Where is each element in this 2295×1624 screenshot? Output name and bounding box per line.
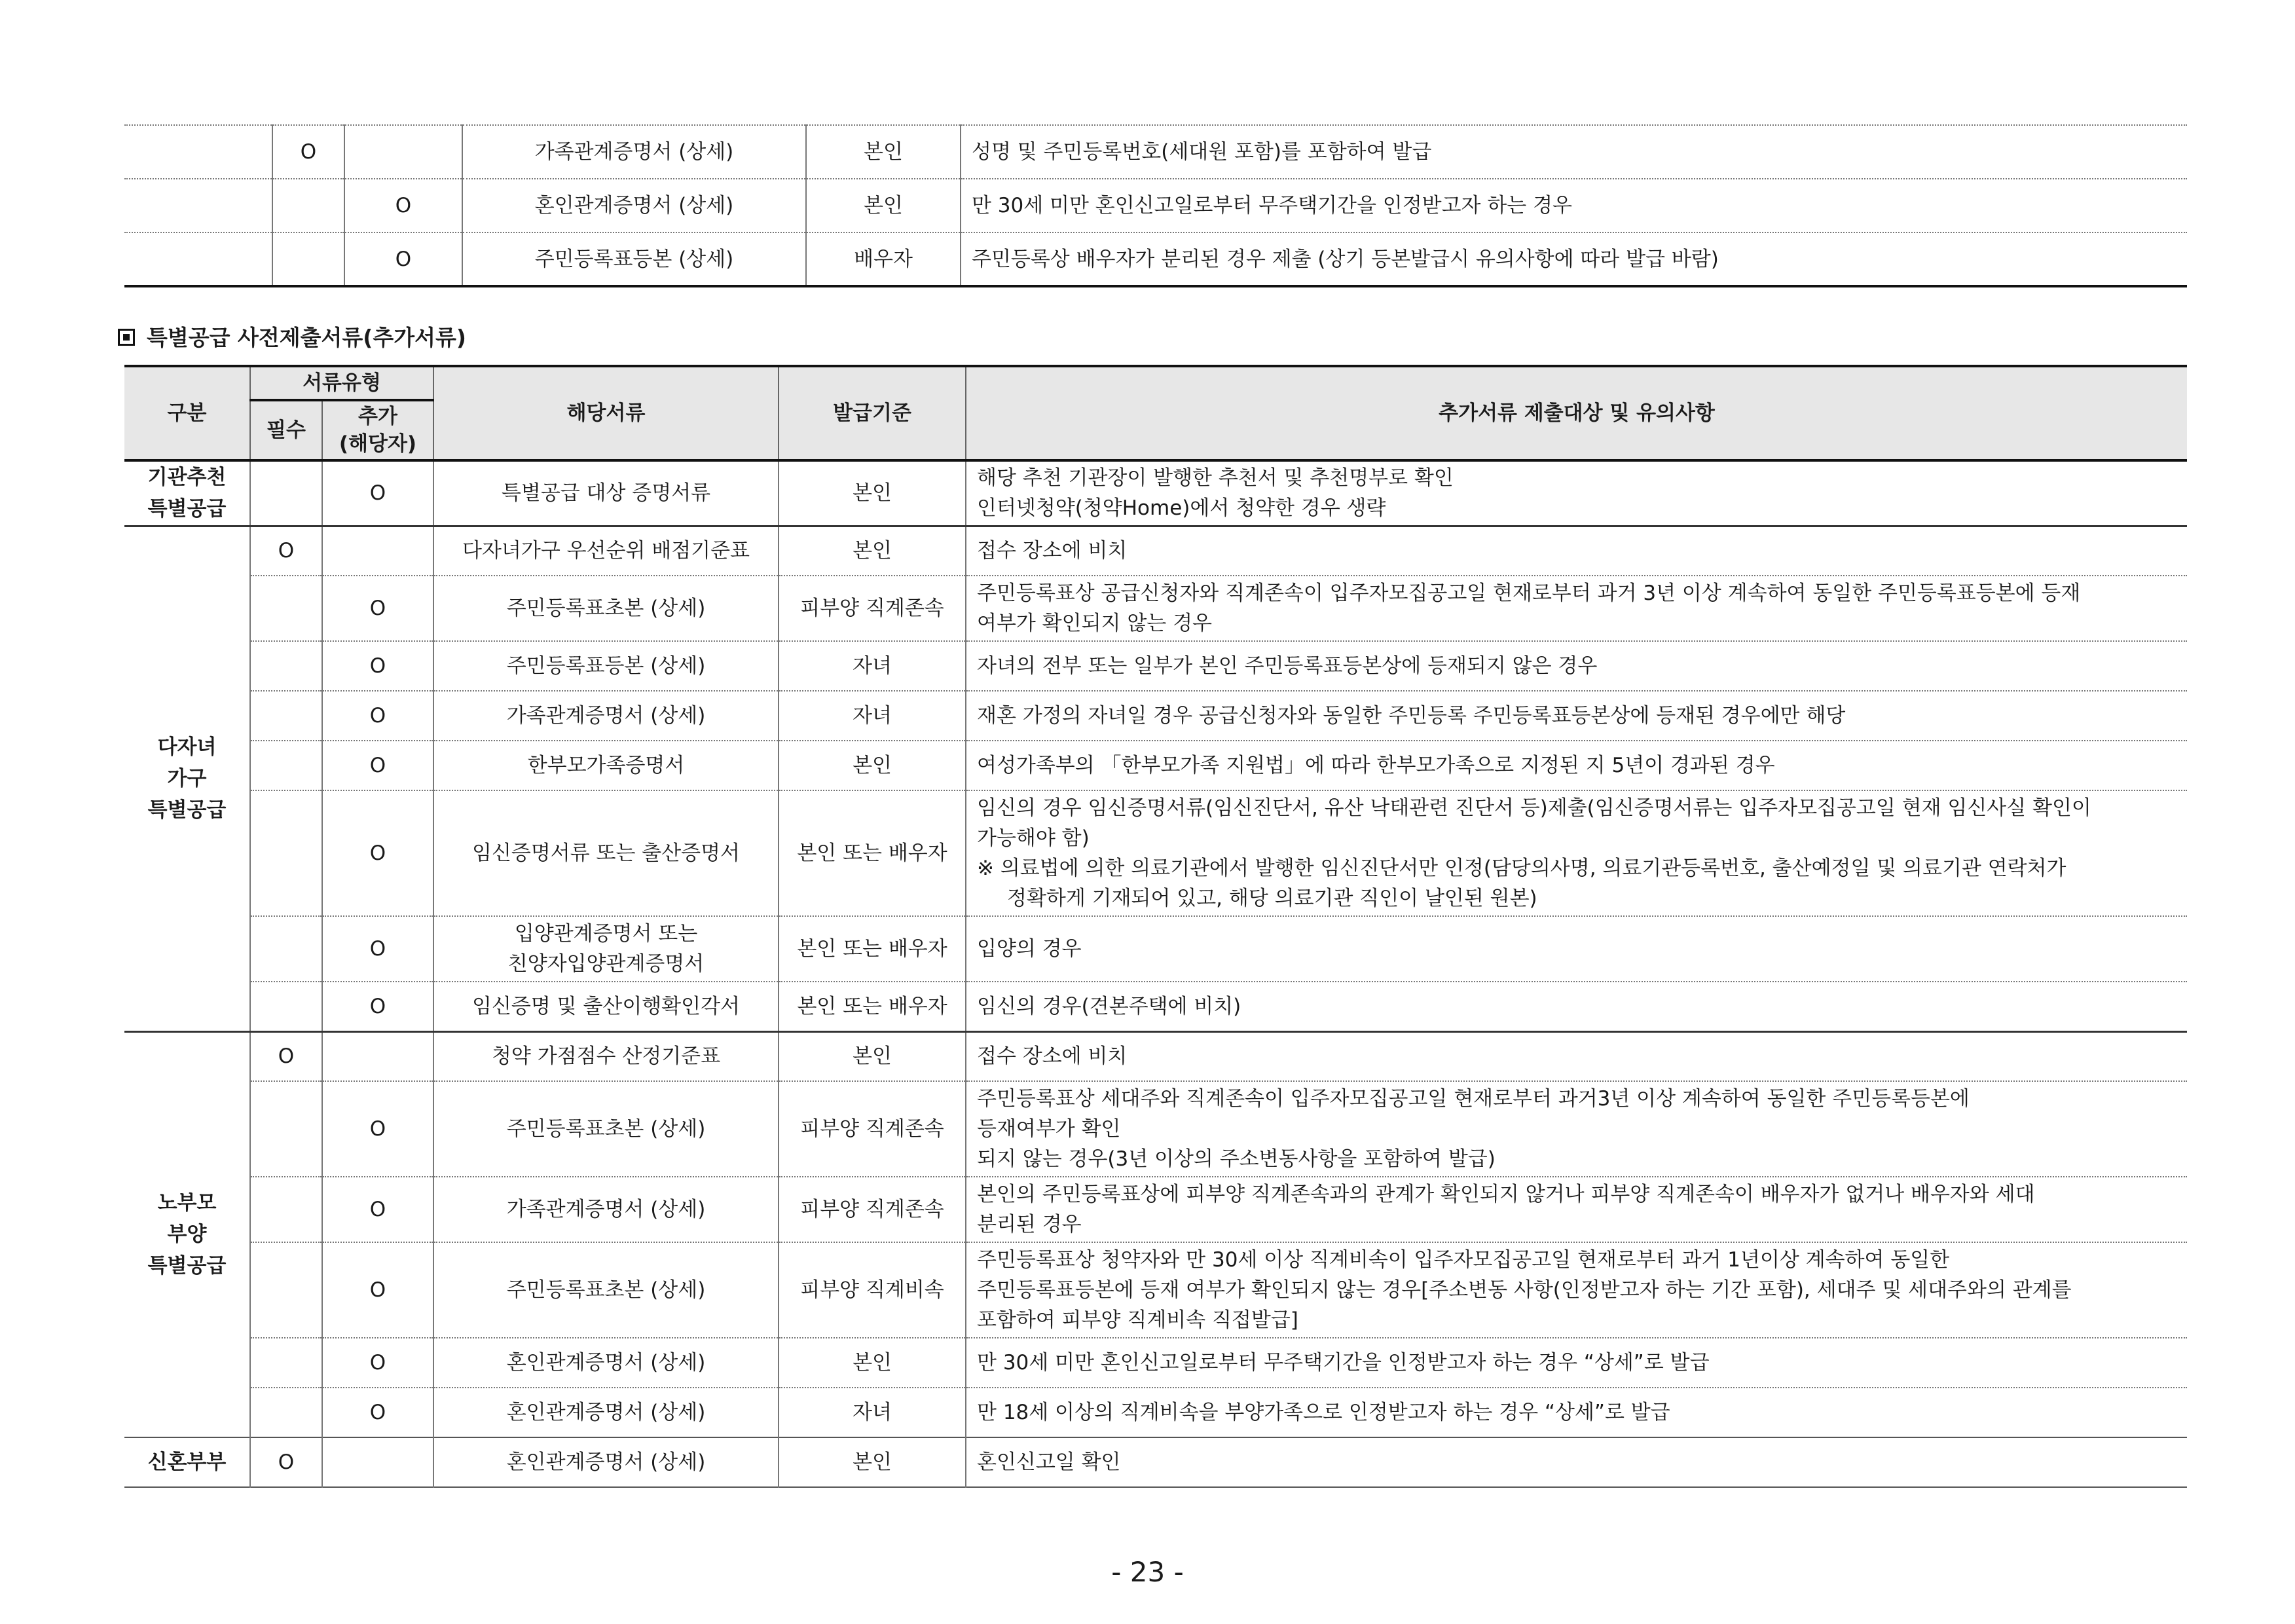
header-standard: 발급기준	[779, 366, 966, 460]
notes-line: 여성가족부의 「한부모가족 지원법」에 따라 한부모가족으로 지정된 지 5년이 경과된 경우	[977, 754, 1775, 777]
notes-line: 접수 장소에 비치	[977, 539, 1128, 563]
required-cell	[250, 691, 322, 741]
standard-cell: 본인	[779, 1437, 966, 1487]
standard-cell: 본인 또는 배우자	[779, 790, 966, 916]
document-cell: 주민등록표등본 (상세)	[462, 232, 806, 286]
document-name: 임신증명서류 또는 출산증명서	[472, 841, 741, 865]
notes-cell	[966, 1242, 2187, 1338]
notes-line: 만 30세 미만 혼인신고일로부터 무주택기간을 인정받고자 하는 경우 “상세”로 발급	[977, 1351, 1710, 1375]
section-heading	[118, 321, 466, 352]
additional-cell: O	[322, 1338, 433, 1388]
document-name: 한부모가족증명서	[527, 754, 685, 777]
table-row	[124, 741, 2187, 790]
standard-cell: 본인	[806, 179, 961, 232]
additional-documents-table	[124, 365, 2187, 1488]
additional-cell: O	[322, 1388, 433, 1437]
notes-line: 가능해야 함)	[977, 826, 1090, 850]
notes-cell	[966, 916, 2187, 982]
header-additional-line2: (해당자)	[339, 432, 417, 456]
additional-cell: O	[322, 641, 433, 691]
notes-line: 혼인신고일 확인	[977, 1450, 1121, 1474]
additional-cell: O	[344, 232, 462, 286]
standard-cell: 본인	[806, 125, 961, 179]
required-cell: O	[272, 125, 344, 179]
document-name: 주민등록표등본 (상세)	[506, 654, 706, 678]
additional-cell	[322, 526, 433, 576]
standard-cell: 본인	[779, 460, 966, 526]
notes-line: 임신의 경우(견본주택에 비치)	[977, 994, 1241, 1018]
notes-line: 주민등록표등본에 등재 여부가 확인되지 않는 경우[주소변동 사항(인정받고자 하는 기간 포함), 세대주 및 세대주와의 관계를	[977, 1278, 2072, 1302]
notes-cell	[966, 1081, 2187, 1177]
notes-line: 등재여부가 확인	[977, 1117, 1121, 1141]
document-cell	[433, 460, 779, 526]
table-row	[124, 1031, 2187, 1081]
standard-cell: 피부양 직계비속	[779, 1242, 966, 1338]
standard-cell: 자녀	[779, 1388, 966, 1437]
category-label: 노부모	[157, 1191, 217, 1215]
document-name: 주민등록표초본 (상세)	[506, 597, 706, 620]
top-table-row	[124, 125, 2187, 179]
additional-cell: O	[322, 1081, 433, 1177]
notes-cell	[966, 982, 2187, 1031]
standard-cell: 자녀	[779, 641, 966, 691]
header-required: 필수	[250, 400, 322, 460]
square-bullet-icon	[118, 329, 135, 346]
document-cell	[433, 1081, 779, 1177]
category-label: 신혼부부	[147, 1450, 227, 1474]
notes-line: 여부가 확인되지 않는 경우	[977, 612, 1212, 635]
table-row	[124, 691, 2187, 741]
top-category-cell	[124, 232, 272, 286]
document-name: 주민등록표초본 (상세)	[506, 1278, 706, 1302]
standard-cell: 피부양 직계존속	[779, 1177, 966, 1242]
category-label: 다자녀	[157, 735, 217, 759]
header-additional-line1: 추가	[358, 405, 397, 428]
additional-cell: O	[322, 576, 433, 641]
required-cell	[272, 232, 344, 286]
standard-cell: 본인 또는 배우자	[779, 916, 966, 982]
notes-cell: 성명 및 주민등록번호(세대원 포함)를 포함하여 발급	[961, 125, 2187, 179]
table-row	[124, 1177, 2187, 1242]
header-notes: 추가서류 제출대상 및 유의사항	[966, 366, 2187, 460]
standard-cell: 배우자	[806, 232, 961, 286]
notes-cell	[966, 1177, 2187, 1242]
notes-line: 해당 추천 기관장이 발행한 추천서 및 추천명부로 확인	[977, 466, 1454, 490]
notes-line: 자녀의 전부 또는 일부가 본인 주민등록표등본상에 등재되지 않은 경우	[977, 654, 1598, 678]
document-name: 혼인관계증명서 (상세)	[506, 1351, 706, 1375]
table-row	[124, 1242, 2187, 1338]
standard-cell: 피부양 직계존속	[779, 576, 966, 641]
top-table-row	[124, 179, 2187, 232]
document-cell	[433, 1031, 779, 1081]
table-row	[124, 1437, 2187, 1487]
table-row	[124, 790, 2187, 916]
notes-line: 되지 않는 경우(3년 이상의 주소변동사항을 포함하여 발급)	[977, 1147, 1496, 1171]
category-cell	[124, 526, 250, 1031]
document-cell	[433, 1242, 779, 1338]
notes-cell	[966, 691, 2187, 741]
category-label: 특별공급	[147, 497, 227, 521]
top-category-cell	[124, 125, 272, 179]
additional-cell: O	[322, 1177, 433, 1242]
notes-line: 만 18세 이상의 직계비속을 부양가족으로 인정받고자 하는 경우 “상세”로 발급	[977, 1401, 1670, 1424]
notes-cell: 만 30세 미만 혼인신고일로부터 무주택기간을 인정받고자 하는 경우	[961, 179, 2187, 232]
notes-line: 입양의 경우	[977, 937, 1082, 961]
required-cell: O	[250, 1031, 322, 1081]
document-name: 다자녀가구 우선순위 배점기준표	[462, 539, 750, 563]
notes-cell	[966, 1388, 2187, 1437]
document-cell	[433, 916, 779, 982]
top-table-row	[124, 232, 2187, 286]
required-cell	[250, 916, 322, 982]
document-cell: 가족관계증명서 (상세)	[462, 125, 806, 179]
standard-cell: 자녀	[779, 691, 966, 741]
standard-cell: 본인 또는 배우자	[779, 982, 966, 1031]
additional-cell	[322, 1031, 433, 1081]
additional-cell: O	[322, 1242, 433, 1338]
required-cell	[250, 641, 322, 691]
additional-cell	[344, 125, 462, 179]
category-cell	[124, 460, 250, 526]
document-name: 주민등록표초본 (상세)	[506, 1117, 706, 1141]
additional-cell: O	[322, 460, 433, 526]
standard-cell: 본인	[779, 526, 966, 576]
table-row	[124, 1081, 2187, 1177]
notes-line: 임신의 경우 임신증명서류(임신진단서, 유산 낙태관련 진단서 등)제출(임신증명서류는 입주자모집공고일 현재 임신사실 확인이	[977, 796, 2091, 820]
required-cell	[250, 1338, 322, 1388]
document-name: 혼인관계증명서 (상세)	[506, 1401, 706, 1424]
category-label: 가구	[167, 767, 207, 790]
standard-cell: 본인	[779, 1031, 966, 1081]
notes-cell	[966, 526, 2187, 576]
document-cell	[433, 1437, 779, 1487]
notes-line: 인터넷청약(청약Home)에서 청약한 경우 생략	[977, 496, 1386, 521]
document-cell	[433, 790, 779, 916]
required-cell	[250, 1388, 322, 1437]
notes-cell	[966, 641, 2187, 691]
notes-cell: 주민등록상 배우자가 분리된 경우 제출 (상기 등본발급시 유의사항에 따라 발급 바람)	[961, 232, 2187, 286]
table-row	[124, 1338, 2187, 1388]
required-cell	[250, 576, 322, 641]
table-row	[124, 1388, 2187, 1437]
table-row	[124, 982, 2187, 1031]
category-label: 기관추천	[147, 466, 227, 490]
notes-cell	[966, 460, 2187, 526]
additional-cell: O	[322, 790, 433, 916]
category-label: 특별공급	[147, 1254, 227, 1278]
notes-line: 분리된 경우	[977, 1213, 1082, 1236]
notes-cell	[966, 790, 2187, 916]
page-number: - 23 -	[1111, 1556, 1184, 1588]
notes-line: 주민등록표상 세대주와 직계존속이 입주자모집공고일 현재로부터 과거3년 이상 계속하여 동일한 주민등록등본에	[977, 1087, 1970, 1111]
required-cell	[272, 179, 344, 232]
notes-line: 본인의 주민등록표상에 피부양 직계존속과의 관계가 확인되지 않거나 피부양 직계존속이 배우자가 없거나 배우자와 세대	[977, 1183, 2035, 1206]
additional-cell: O	[322, 741, 433, 790]
header-doc-type: 서류유형	[250, 366, 433, 400]
notes-cell	[966, 741, 2187, 790]
table-row	[124, 641, 2187, 691]
document-name: 친양자입양관계증명서	[507, 952, 705, 976]
required-cell	[250, 982, 322, 1031]
document-cell	[433, 526, 779, 576]
category-cell	[124, 1437, 250, 1487]
top-continuation-table	[124, 124, 2187, 287]
table-row	[124, 916, 2187, 982]
notes-line: 재혼 가정의 자녀일 경우 공급신청자와 동일한 주민등록 주민등록표등본상에 등재된 경우에만 해당	[977, 704, 1846, 728]
standard-cell: 본인	[779, 1338, 966, 1388]
table-row	[124, 576, 2187, 641]
notes-line: ※ 의료법에 의한 의료기관에서 발행한 임신진단서만 인정(담당의사명, 의료기관등록번호, 출산예정일 및 의료기관 연락처가	[977, 857, 2066, 880]
document-name: 청약 가점점수 산정기준표	[491, 1044, 721, 1069]
document-cell	[433, 691, 779, 741]
category-label: 부양	[167, 1223, 207, 1247]
top-category-cell	[124, 179, 272, 232]
document-cell	[433, 1388, 779, 1437]
additional-cell: O	[322, 916, 433, 982]
notes-line: 주민등록표상 공급신청자와 직계존속이 입주자모집공고일 현재로부터 과거 3년 이상 계속하여 동일한 주민등록표등본에 등재	[977, 581, 2081, 605]
document-cell	[433, 982, 779, 1031]
additional-cell	[322, 1437, 433, 1487]
notes-cell	[966, 1031, 2187, 1081]
header-category: 구분	[124, 366, 250, 460]
required-cell	[250, 460, 322, 526]
document-name: 가족관계증명서 (상세)	[506, 704, 706, 728]
additional-cell: O	[344, 179, 462, 232]
notes-line: 정확하게 기재되어 있고, 해당 의료기관 직인이 날인된 원본)	[1007, 887, 1537, 910]
required-cell	[250, 1081, 322, 1177]
notes-cell	[966, 576, 2187, 641]
category-label: 특별공급	[147, 798, 227, 822]
notes-cell	[966, 1338, 2187, 1388]
document-cell	[433, 1177, 779, 1242]
required-cell: O	[250, 526, 322, 576]
notes-line: 포함하여 피부양 직계비속 직접발급]	[977, 1308, 1298, 1332]
document-name: 가족관계증명서 (상세)	[506, 1198, 706, 1221]
required-cell	[250, 741, 322, 790]
additional-cell: O	[322, 982, 433, 1031]
notes-line: 접수 장소에 비치	[977, 1044, 1128, 1069]
standard-cell: 피부양 직계존속	[779, 1081, 966, 1177]
additional-cell: O	[322, 691, 433, 741]
document-name: 입양관계증명서 또는	[514, 922, 698, 946]
section-title: 특별공급 사전제출서류(추가서류)	[147, 325, 466, 350]
notes-cell	[966, 1437, 2187, 1487]
standard-cell: 본인	[779, 741, 966, 790]
document-cell	[433, 741, 779, 790]
document-name: 혼인관계증명서 (상세)	[506, 1450, 706, 1474]
table-row	[124, 526, 2187, 576]
required-cell: O	[250, 1437, 322, 1487]
table-row	[124, 460, 2187, 526]
document-name: 특별공급 대상 증명서류	[501, 481, 711, 506]
required-cell	[250, 790, 322, 916]
category-cell	[124, 1031, 250, 1437]
header-additional	[322, 400, 433, 460]
header-document: 해당서류	[433, 366, 779, 460]
required-cell	[250, 1177, 322, 1242]
document-cell: 혼인관계증명서 (상세)	[462, 179, 806, 232]
notes-line: 주민등록표상 청약자와 만 30세 이상 직계비속이 입주자모집공고일 현재로부터 과거 1년이상 계속하여 동일한	[977, 1248, 1950, 1272]
document-name: 임신증명 및 출산이행확인각서	[472, 994, 741, 1018]
required-cell	[250, 1242, 322, 1338]
document-cell	[433, 641, 779, 691]
document-cell	[433, 1338, 779, 1388]
document-cell	[433, 576, 779, 641]
